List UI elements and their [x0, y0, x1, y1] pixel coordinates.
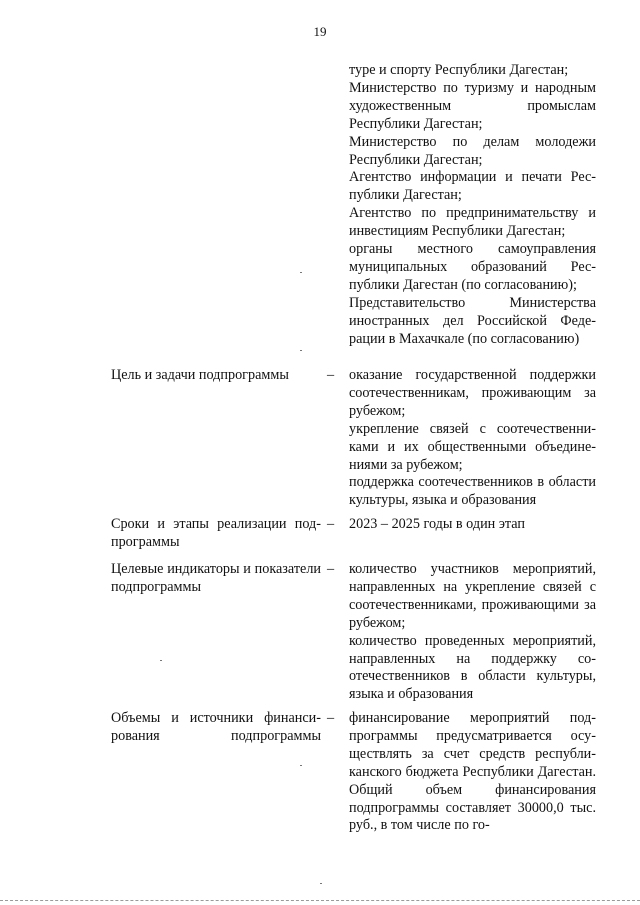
executor-item: Министерство по туризму и народным художественным промыслам Республики Дагестан;: [349, 79, 596, 132]
goal-item: оказание государственной поддержки соотечественникам, проживающим за рубежом;: [349, 367, 596, 419]
row-label-funding: Объемы и источники финансирования подпрограммы: [111, 710, 321, 744]
goal-item: поддержка соотечественников в области культуры, языка и образования: [349, 474, 596, 509]
executor-item: органы местного самоуправления муниципальных образований Республики Дагестан (по согласованию);: [349, 241, 596, 293]
row-dash: –: [327, 561, 335, 577]
row-content-goals: [349, 367, 596, 510]
goal-item: укрепление связей с соотечественниками и их общественными объединениями за рубежом;: [349, 420, 596, 473]
executor-item: Агентство по предпринимательству и инвестициям Республики Дагестан;: [349, 205, 596, 240]
scan-speck: [320, 883, 322, 884]
row-content-indicators: [349, 561, 596, 704]
row-label-goals: Цель и задачи подпрограммы: [111, 367, 289, 383]
bottom-scan-edge: [0, 900, 640, 902]
scan-speck: [300, 350, 302, 351]
indicator-item: количество участников мероприятий, направленных на укрепление связей с соотечественниками, проживающими за рубежом;: [349, 561, 596, 631]
indicator-item: количество проведенных мероприятий, направленных на поддержку соотечественников в области культуры, языка и образования: [349, 632, 596, 703]
row-dash: –: [327, 516, 335, 532]
row-dash: –: [327, 710, 335, 726]
row-dash: –: [327, 367, 335, 383]
scan-speck: [300, 765, 302, 766]
row-content-timing: [349, 516, 596, 534]
page-number: 19: [313, 24, 327, 39]
row-label-timing: Сроки и этапы реализации подпрограммы: [111, 516, 321, 550]
scan-speck: [160, 660, 162, 661]
funding-item: финансирование мероприятий подпрограммы предусматривается осуществлять за счет средств республиканского бюджета Республики Дагестан. Общий объем финансирования подпрограммы составляет 30000,0 тыс. руб., в том числе по го-: [349, 710, 596, 834]
row-label-indicators: Целевые индикаторы и показатели подпрограммы: [111, 561, 321, 595]
executor-item: туре и спорту Республики Дагестан;: [349, 62, 569, 78]
executor-item: Представительство Министерства иностранных дел Российской Федерации в Махачкале (по согласованию): [349, 294, 596, 347]
timing-item: 2023 – 2025 годы в один этап: [349, 516, 525, 532]
scan-speck: [300, 272, 302, 273]
executor-item: Министерство по делам молодежи Республики Дагестан;: [349, 133, 596, 168]
executor-item: Агентство информации и печати Республики Дагестан;: [349, 169, 596, 204]
row-content-funding: [349, 710, 596, 835]
executors-list-continued: [349, 62, 596, 349]
